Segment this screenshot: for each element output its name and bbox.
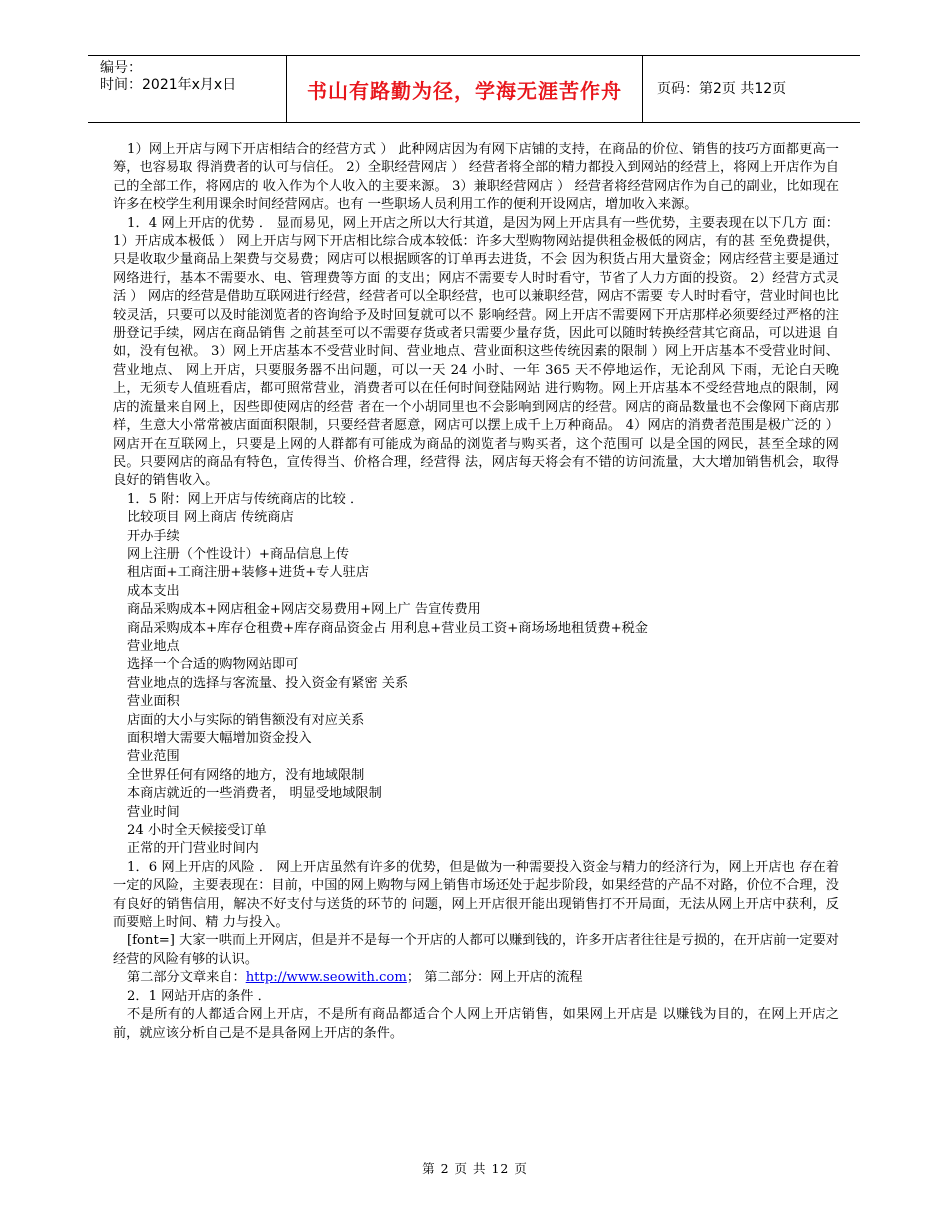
comparison-row: 营业时间 (127, 804, 180, 820)
comparison-row: 正常的开门营业时间内 (127, 841, 259, 857)
paragraph-comparison-heading: 1．5 附：网上开店与传统商店的比较 ． (127, 491, 364, 507)
paragraph-risk-awareness: [font=] 大家一哄而上开网店，但是并不是每一个开店的人都可以赚到钱的，许多开店者往往是亏损的，在开店前一定要对经营的风险有够的认识。 (113, 933, 839, 967)
comparison-row: 本商店就近的一些消费者， 明显受地域限制 (127, 786, 382, 802)
comparison-row: 比较项目 网上商店 传统商店 (127, 510, 294, 526)
document-number-label: 编号： (100, 60, 142, 76)
paragraph-business-models: 1）网上开店与网下开店相结合的经营方式 ） 此种网店因为有网下店铺的支持，在商品的价位、销售的技巧方面都更高一筹，也容易取 得消费者的认可与信任。 2）全职经营网店 ） 经营者将全部的精力都投入到网站的经营上，将网上开店作为自己的全部工作，将网店的 收入作为个人收入的主要来源。 3）兼职经营网店 ） 经营者将经营网店作为自己的副业，比如现在许多在校学生利用课余时间经营网店。也有 一些职场人员利用工作的便利开设网店，增加收入来源。 (113, 142, 839, 213)
comparison-row: 成本支出 (127, 583, 180, 599)
header-motto: 书山有路勤为径，学海无涯苦作舟 (286, 56, 643, 122)
comparison-row: 店面的大小与实际的销售额没有对应关系 (127, 712, 365, 728)
document-time-label: 时间：2021年x月x日 (100, 77, 237, 93)
comparison-row: 营业地点的选择与客流量、投入资金有紧密 关系 (127, 675, 409, 691)
page-footer: 第 2 页 共 12 页 (422, 1161, 528, 1176)
paragraph-risks: 1．6 网上开店的风险 ． 网上开店虽然有许多的优势，但是做为一种需要投入资金与精力的经济行为，网上开店也 存在着一定的风险，主要表现在：目前，中国的网上购物与网上销售市场还处于起步阶段，如果经营的产品不对路，价位不合理，没有良好的销售信用，解决不好支付与送货的环节的 问题，网上开店很开能出现销售打不开局面，无法从网上开店中获利，反而要赔上时间、精 力与投入。 (113, 859, 839, 931)
comparison-list (113, 509, 839, 859)
comparison-row: 全世界任何有网络的地方，没有地域限制 (127, 767, 365, 783)
comparison-row: 网上注册（个性设计）+商品信息上传 (127, 546, 350, 562)
source-line (113, 969, 839, 987)
paragraph-advantages: 1．4 网上开店的优势 ． 显而易见，网上开店之所以大行其道，是因为网上开店具有一些优势，主要表现在以下几方 面： 1）开店成本极低 ） 网上开店与网下开店相比综合成本较低：许多大型购物网站提供租金极低的网店，有的甚 至免费提供，只是收取少量商品上架费与交易费；网店可以根据顾客的订单再去进货，不会 因为积货占用大量资金；网店经营主要是通过网络进行，基本不需要水、电、管理费等方面 的支出；网店不需要专人时时看守，节省了人力方面的投资。 2）经营方式灵活 ） 网店的经营是借助互联网进行经营，经营者可以全职经营，也可以兼职经营，网店不需要 专人时时看守，营业时间也比较灵活，只要可以及时能浏览者的咨询给予及时回复就可以不 影响经营。网上开店不需要网下开店那样必须要经过严格的注册登记手续，网店在商品销售 之前甚至可以不需要存货或者只需要少量存货，因此可以随时转换经营其它商品，可以进退 自如，没有包袱。 3）网上开店基本不受营业时间、营业地点、营业面积这些传统因素的限制 ）网上开店基本不受营业时间、营业地点、 网上开店，只要服务器不出问题，可以一天 24 小时、一年 365 天不停地运作，无论刮风 下雨，无论白天晚上，无须专人值班看店，都可照常营业，消费者可以在任何时间登陆网站 进行购物。网上开店基本不受经营地点的限制，网店的流量来自网上，因些即使网店的经营 者在一个小胡同里也不会影响到网店的经营。网店的商品数量也不会像网下商店那样，生意大小常常被店面面积限制，只要经营者愿意，网店可以摆上成千上万种商品。 4）网店的消费者范围是极广泛的 ） 网店开在互联网上，只要是上网的人群都有可能成为商品的浏览者与购买者，这个范围可 以是全国的网民，甚至全球的网民。只要网店的商品有特色，宣传得当、价格合理，经营得 法，网店每天将会有不错的访问流量，大大增加销售机会，取得良好的销售收入。 (113, 215, 839, 489)
source-suffix: ； 第二部分：网上开店的流程 (406, 970, 583, 986)
document-body (113, 141, 839, 1043)
comparison-row: 营业范围 (127, 749, 180, 765)
paragraph-conditions: 不是所有的人都适合网上开店，不是所有商品都适合个人网上开店销售，如果网上开店是 以赚钱为目的，在网上开店之前，就应该分析自己是不是具备网上开店的条件。 (113, 1007, 839, 1041)
header-page-number: 页码：第2页 共12页 (657, 81, 787, 97)
comparison-row: 营业面积 (127, 694, 180, 710)
header-meta (88, 56, 286, 122)
comparison-row: 开办手续 (127, 528, 180, 544)
source-prefix: 第二部分文章来自： (127, 970, 246, 986)
page-header (88, 55, 860, 123)
comparison-row: 24 小时全天候接受订单 (127, 823, 267, 839)
comparison-row: 面积增大需要大幅增加资金投入 (127, 731, 312, 746)
comparison-row: 营业地点 (127, 638, 180, 654)
source-link[interactable]: http://www.seowith.com (245, 970, 407, 986)
comparison-row: 选择一个合适的购物网站即可 (127, 657, 299, 673)
comparison-row: 商品采购成本+网店租金+网店交易费用+网上广 告宣传费用 (127, 602, 481, 618)
section-heading: 2．1 网站开店的条件 ． (127, 988, 271, 1004)
comparison-row: 商品采购成本+库存仓租费+库存商品资金占 用利息+营业员工资+商场场地租赁费+税金 (127, 620, 648, 636)
comparison-row: 租店面+工商注册+装修+进货+专人驻店 (127, 565, 370, 581)
